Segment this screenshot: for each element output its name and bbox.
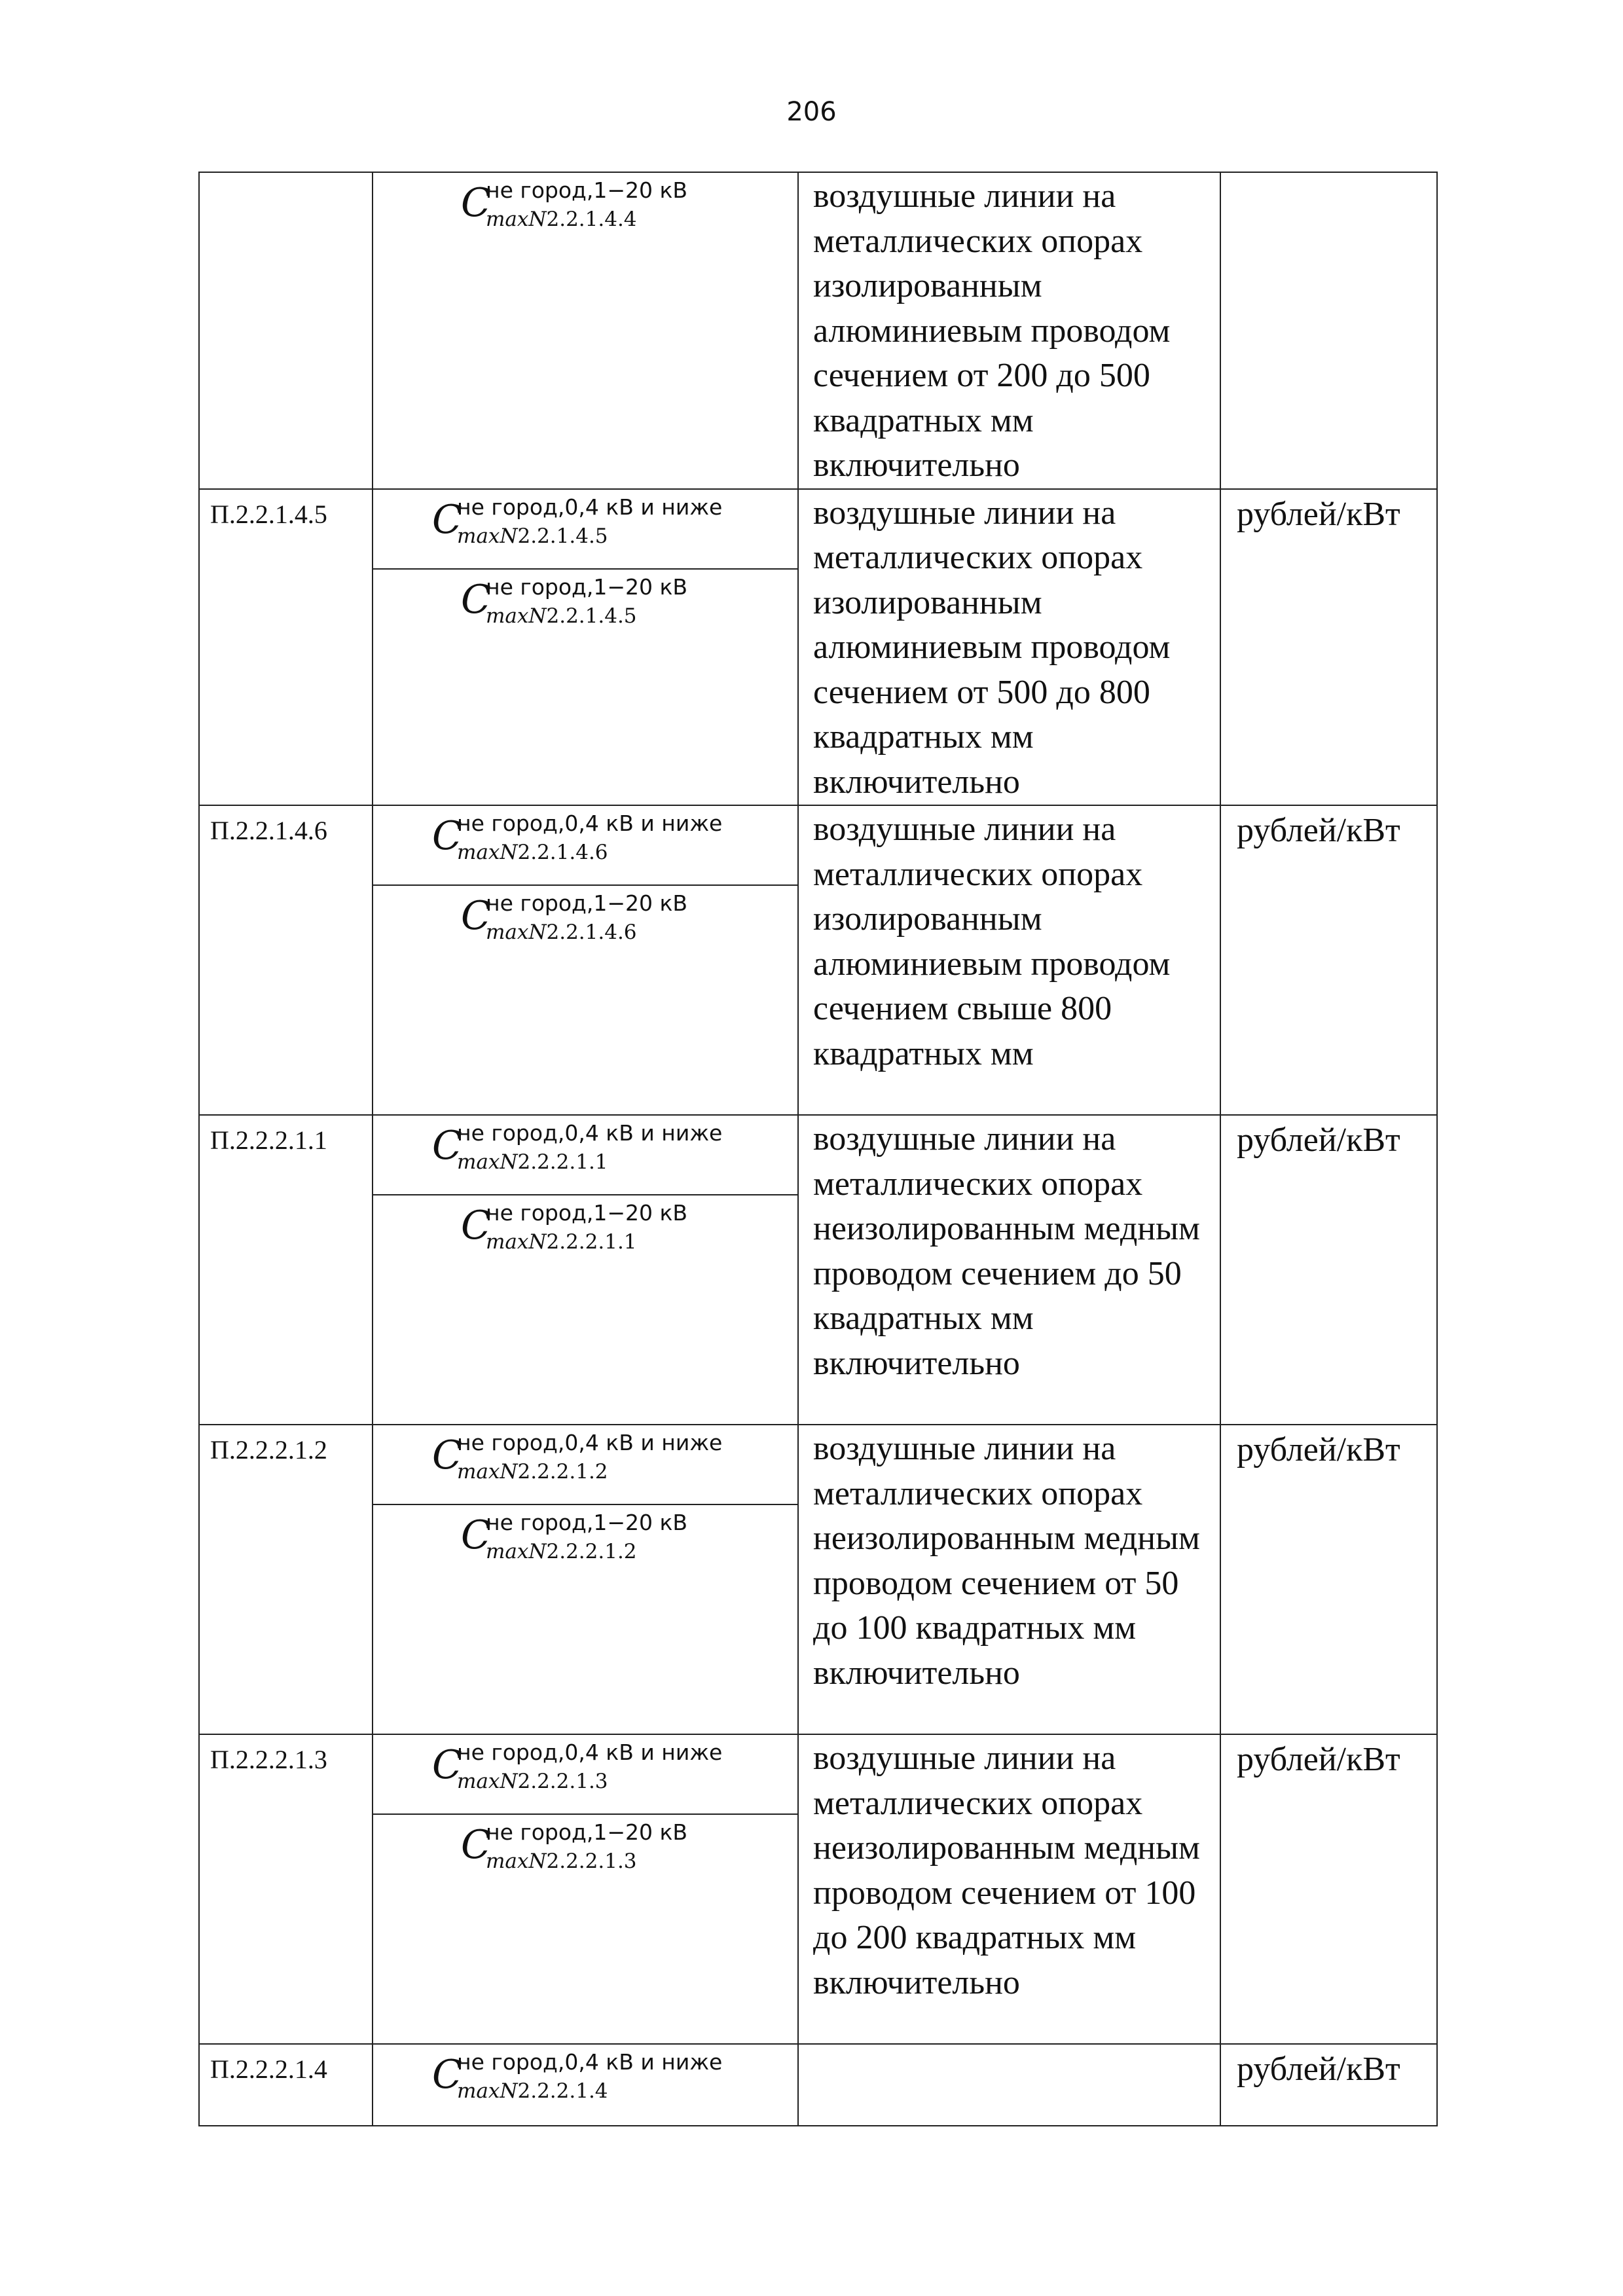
- formula-subscript: [457, 1462, 608, 1482]
- formula-superscript: не город,0,4 кВ и ниже: [457, 494, 723, 520]
- row-unit: рублей/кВт: [1220, 1734, 1437, 2044]
- formula-subscript: [457, 2081, 608, 2102]
- formula-subscript-index: 2.2.1.4.5: [546, 604, 637, 628]
- row-description: воздушные линии на металлических опорах изолированным алюминиевым проводом сечением от 500 до 800 квадратных мм включительно: [798, 489, 1220, 806]
- row-code: П.2.2.2.1.4: [199, 2044, 373, 2126]
- formula-subscript-index: 2.2.1.4.6: [517, 841, 608, 864]
- formula-subscript-index: 2.2.2.1.4: [517, 2079, 608, 2103]
- row-description: воздушные линии на металлических опорах изолированным алюминиевым проводом сечением от 200 до 500 квадратных мм включительно: [798, 172, 1220, 489]
- formula-cell: [373, 1734, 798, 2044]
- table-row: [199, 1425, 1437, 1734]
- formula-cell: [373, 489, 798, 806]
- row-code: П.2.2.2.1.3: [199, 1734, 373, 2044]
- formula-subscript: [486, 210, 637, 230]
- formula-symbol: C: [461, 1203, 491, 1248]
- table-row: [199, 805, 1437, 1115]
- formula-subscript: [457, 526, 608, 547]
- formula-subscript-index: 2.2.2.1.1: [517, 1150, 608, 1174]
- formula-subscript: [457, 1152, 608, 1173]
- formula-subscript-index: 2.2.1.4.4: [546, 208, 637, 231]
- row-unit: [1220, 172, 1437, 489]
- formula-subscript: [486, 606, 637, 627]
- formula-superscript: не город,1−20 кВ: [486, 1510, 688, 1535]
- formula-subscript: [457, 843, 608, 863]
- formula-low-voltage: [373, 1735, 797, 1813]
- formula-subscript-prefix: maxN: [486, 604, 547, 628]
- row-description: воздушные линии на металлических опорах неизолированным медным проводом сечением от 100 до 200 квадратных мм включительно: [798, 1734, 1220, 2044]
- formula-cell: [373, 805, 798, 1115]
- formula-subscript-index: 2.2.1.4.6: [546, 920, 637, 944]
- row-unit: рублей/кВт: [1220, 2044, 1437, 2126]
- formula-symbol: C: [432, 2052, 462, 2098]
- formula-superscript: не город,0,4 кВ и ниже: [457, 2049, 723, 2075]
- table-row: [199, 489, 1437, 806]
- formula-high-voltage: [373, 1194, 797, 1274]
- formula-subscript: [486, 1542, 637, 1562]
- formula-symbol: C: [461, 1512, 491, 1558]
- formula-superscript: не город,0,4 кВ и ниже: [457, 1430, 723, 1455]
- formula-symbol: C: [432, 1742, 462, 1788]
- formula-high-voltage: [373, 173, 797, 251]
- row-description: воздушные линии на металлических опорах неизолированным медным проводом сечением от 50 до 100 квадратных мм включительно: [798, 1425, 1220, 1734]
- formula-subscript-index: 2.2.2.1.3: [517, 1770, 608, 1793]
- rates-table-body: [199, 172, 1437, 2126]
- formula-subscript-prefix: maxN: [486, 208, 547, 231]
- formula-subscript-prefix: maxN: [457, 1770, 518, 1793]
- page-number: 206: [786, 97, 837, 127]
- formula-superscript: не город,1−20 кВ: [486, 177, 688, 203]
- formula-superscript: не город,0,4 кВ и ниже: [457, 1120, 723, 1146]
- formula-cell: [373, 172, 798, 489]
- row-code: П.2.2.1.4.6: [199, 805, 373, 1115]
- formula-symbol: C: [432, 1432, 462, 1478]
- formula-subscript-index: 2.2.1.4.5: [517, 524, 608, 548]
- row-description: воздушные линии на металлических опорах изолированным алюминиевым проводом сечением свыше 800 квадратных мм: [798, 805, 1220, 1115]
- row-description: воздушные линии на металлических опорах неизолированным медным проводом сечением до 50 квадратных мм включительно: [798, 1115, 1220, 1425]
- formula-subscript-prefix: maxN: [486, 920, 547, 944]
- row-unit: рублей/кВт: [1220, 489, 1437, 806]
- formula-symbol: C: [461, 893, 491, 939]
- row-code: П.2.2.2.1.1: [199, 1115, 373, 1425]
- formula-high-voltage: [373, 1813, 797, 1893]
- formula-cell: [373, 1115, 798, 1425]
- formula-subscript-index: 2.2.2.1.2: [546, 1540, 637, 1563]
- row-code: П.2.2.1.4.5: [199, 489, 373, 806]
- formula-low-voltage: [373, 2045, 797, 2123]
- formula-superscript: не город,1−20 кВ: [486, 1200, 688, 1226]
- formula-low-voltage: [373, 1425, 797, 1504]
- row-code: П.2.2.2.1.2: [199, 1425, 373, 1734]
- formula-cell: [373, 1425, 798, 1734]
- formula-symbol: C: [432, 813, 462, 859]
- formula-superscript: не город,0,4 кВ и ниже: [457, 811, 723, 836]
- formula-superscript: не город,1−20 кВ: [486, 574, 688, 600]
- formula-high-voltage: [373, 568, 797, 648]
- formula-subscript-prefix: maxN: [457, 1150, 518, 1174]
- formula-symbol: C: [432, 496, 462, 543]
- formula-symbol: C: [432, 1123, 462, 1169]
- formula-subscript: [457, 1772, 608, 1792]
- table-row: [199, 1734, 1437, 2044]
- formula-subscript-prefix: maxN: [457, 1460, 518, 1484]
- row-code: [199, 172, 373, 489]
- formula-low-voltage: [373, 490, 797, 568]
- row-unit: рублей/кВт: [1220, 1425, 1437, 1734]
- formula-symbol: C: [461, 576, 491, 623]
- table-row: [199, 1115, 1437, 1425]
- rates-table: [198, 172, 1438, 2126]
- formula-subscript: [486, 1232, 637, 1252]
- formula-high-voltage: [373, 884, 797, 964]
- formula-subscript: [486, 1851, 637, 1872]
- formula-subscript-prefix: maxN: [457, 524, 518, 548]
- table-row: [199, 2044, 1437, 2126]
- formula-symbol: C: [461, 180, 491, 226]
- formula-subscript-prefix: maxN: [457, 2079, 518, 2103]
- formula-low-voltage: [373, 1116, 797, 1194]
- formula-superscript: не город,0,4 кВ и ниже: [457, 1740, 723, 1765]
- formula-subscript-index: 2.2.2.1.3: [546, 1850, 637, 1873]
- formula-subscript-index: 2.2.2.1.2: [517, 1460, 608, 1484]
- formula-low-voltage: [373, 806, 797, 884]
- table-row: [199, 172, 1437, 489]
- row-unit: рублей/кВт: [1220, 805, 1437, 1115]
- row-unit: рублей/кВт: [1220, 1115, 1437, 1425]
- formula-high-voltage: [373, 1504, 797, 1584]
- formula-subscript: [486, 922, 637, 943]
- formula-subscript-prefix: maxN: [486, 1230, 547, 1254]
- formula-symbol: C: [461, 1822, 491, 1868]
- formula-subscript-prefix: maxN: [486, 1850, 547, 1873]
- formula-cell: [373, 2044, 798, 2126]
- formula-subscript-prefix: maxN: [457, 841, 518, 864]
- row-description: [798, 2044, 1220, 2126]
- formula-subscript-index: 2.2.2.1.1: [546, 1230, 637, 1254]
- formula-subscript-prefix: maxN: [486, 1540, 547, 1563]
- formula-superscript: не город,1−20 кВ: [486, 1819, 688, 1845]
- formula-superscript: не город,1−20 кВ: [486, 890, 688, 916]
